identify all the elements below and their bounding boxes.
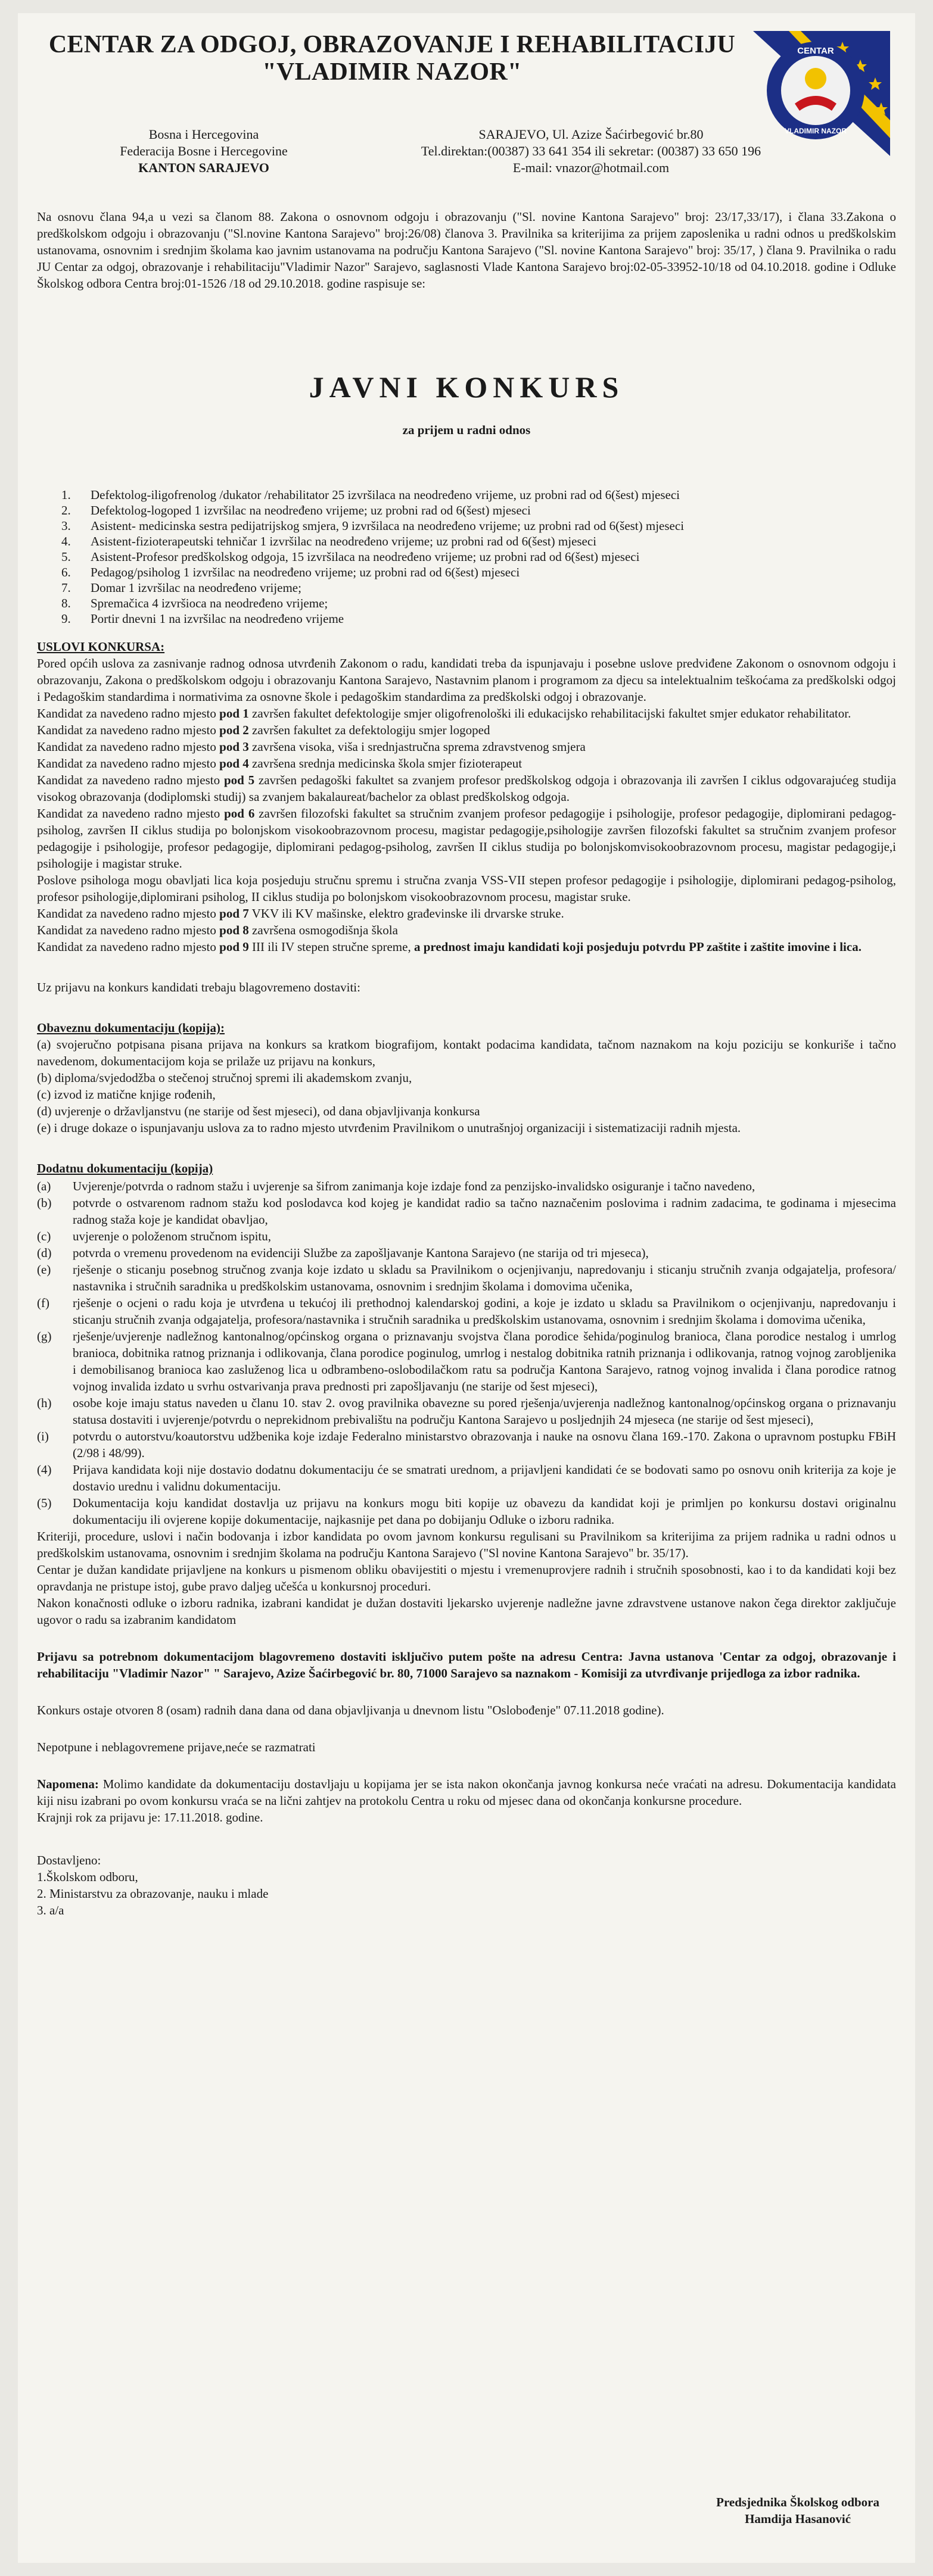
verification-paragraph: Centar je dužan kandidate prijavljene na konkurs u pismenom obliku obavijestiti o mjestu i vremenuprovjere radnih i stručnih sposobnosti, kao i to da kandidati koji bez opravdanja ne pristupe istoj, gube pravo daljeg učešća u konkursnoj proceduri. [37, 1563, 896, 1593]
positions-list [37, 487, 896, 626]
organization-subname: "VLADIMIR NAZOR" [262, 58, 522, 86]
note-paragraph: Napomena: Molimo kandidate da dokumentaciju dostavljaju u kopijama jer se ista nakon okončanja javnog konkursa neće vraćati na adresu. Dokumentacija kandidata kiji nisu izabrani po ovom konkursu vraća se na lični zahtjev na protokolu Centra u roku od mjesec dana od okončanja konkursne procedure. [37, 1777, 896, 1808]
intro-paragraph: Na osnovu člana 94,a u vezi sa članom 88. Zakona o osnovnom odgoju i obrazovanju ("Sl. novine Kantona Sarajevo" broj: 23/17,33/17), i člana 33.Zakona o predškolskom odgoju i obrazovanju ("Sl.novine Kantona Sarajevo" broj:26/08) članova 3. Pravilnika sa kriterijima za prijem zaposlenika u radni odnos u predškolskim ustanovama, osnovnim i srednjim školama kao javnim ustanovama na području Kantona Sarajevo ("Sl. novine Kantona Sarajevo" broj: 35/17, ) člana 9. Pravilnika o radu JU Centar za odgoj, obrazovanje i rehabilitaciju"Vladimir Nazor" Sarajevo, saglasnosti Vlade Kantona Sarajevo broj:02-05-33952-10/18 od 04.10.2018. godine i Odluke Školskog odbora Centra broj:01-1526 /18 od 29.10.2018. godine raspisuje se: [37, 210, 896, 291]
condition-9: Kandidat za navedeno radno mjesto pod 9 III ili IV stepen stručne spreme, a prednost imaju kandidati koji posjeduju potvrdu PP zaštite i zaštite imovine i lica. [37, 940, 862, 954]
additional-item: (g) rješenje/uvjerenje nadležnog kantonalnog/općinskog organa o priznavanju svojstva člana porodice šehida/poginulog branioca, člana porodice nestalog i umrlog branioca, dobitnika ratnog priznanja i odlikovanja, člana porodice poginulog, umrlog i nestalog dobitnika ratnih priznanja i odlikovanja, ratnog vojnog zarobljenika i demobilisanog branioca kao zasluženog lica u odbrambeno-oslobodilačkom ratu sa područja Kantona Sarajevo, ratnog vojnog invalida i člana porodice ratnog vojnog invalida izdato u svrhu ostvarivanja prava prednosti pri zapošljavanju (ne starije od šest mjeseci), [37, 1329, 896, 1393]
position-item: 2. Defektolog-logoped 1 izvršilac na neodređeno vrijeme; uz probni rad od 6(šest) mjeseci [74, 503, 896, 518]
mandatory-item: (c) izvod iz matične knjige rođenih, [37, 1087, 216, 1102]
final-deadline: Krajnji rok za prijavu je: 17.11.2018. godine. [37, 1810, 263, 1825]
additional-item: (f) rješenje o ocjeni o radu koja je utvrđena u tekućoj ili prethodnoj kalendarskoj godini, a koje je izdato u skladu sa Pravilnikom o ocjenjivanju, napredovanju i sticanju stručnih zvanja odgajatelja, profesora/nastavnika i stručnih saradnika u predškolskim ustanovama, osnovnim i srednjim školama i domovima učenika, [37, 1296, 896, 1327]
position-item: 3. Asistent- medicinska sestra pedijatrijskog smjera, 9 izvršilaca na neodređeno vrijeme; uz probni rad od 6(šest) mjeseci [74, 518, 896, 534]
deadline-open-paragraph: Konkurs ostaje otvoren 8 (osam) radnih dana dana od dana objavljivanja u dnevnom listu "Oslobođenje" 07.11.2018 godine). [37, 1703, 664, 1717]
additional-documents [37, 1160, 896, 1528]
additional-item: (b) potvrde o ostvarenom radnom stažu kod poslodavca kod kojeg je kandidat radio sa tačno naznačenim poslovima i radnim zadacima, te godinama i mjesecima radnog staža koje je kandidat obavljao, [37, 1196, 896, 1227]
additional-item: (5) Dokumentacija koju kandidat dostavlja uz prijavu na konkurs mogu biti kopije uz obavezu da kandidat koji je primljen po konkursu dostavi originalnu dokumentaciju ili ovjerene kopije dokumentacije, najkasnije pet dana po dobijanju Odluke o izboru radnika. [37, 1496, 896, 1527]
medical-certificate-paragraph: Nakon konačnosti odluke o izboru radnika, izabrani kandidat je dužan dostaviti ljekarsko uvjerenje nadležne javne zdravstvene ustanove nakon čega direktor zaključuje ugovor o radu sa izabranim kandidatom [37, 1596, 896, 1627]
conditions-heading: USLOVI KONKURSA: [37, 640, 165, 654]
delivered-item: 3. a/a [37, 1903, 64, 1917]
position-item: 4. Asistent-fizioterapeutski tehničar 1 izvršilac na neodređeno vrijeme; uz probni rad od 6(šest) mjeseci [74, 534, 896, 549]
additional-item: (e) rješenje o sticanju posebnog stručnog zvanja koje izdato u skladu sa Pravilnikom o ocjenjivanju, napredovanju i sticanju stručnih zvanja odgajatelja, profesora/ nastavnika i stručnih saradnika u predškolskim ustanovama, osnovnim i srednjim školama i domovima učenika, [37, 1262, 896, 1293]
additional-item: (d) potvrda o vremenu provedenom na evidenciji Službe za zapošljavanje Kantona Sarajevo (ne starija od tri mjeseca), [37, 1246, 649, 1260]
mandatory-item: (a) svojeručno potpisana pisana prijava na konkurs sa kratkom biografijom, kontakt podacima kandidata, tačnom naznakom na koju poziciju se konkuriše i tačno navedenom, dokumentacijom koja se prilaže uz prijavu na konkurs, [37, 1037, 896, 1068]
conditions-section [37, 638, 896, 955]
condition-1: Kandidat za navedeno radno mjesto pod 1 završen fakultet defektologije smjer oligofrenološki ili edukacijsko rehabilitacijski fakultet smjer edukator rehabilitator. [37, 706, 851, 721]
condition-7: Kandidat za navedeno radno mjesto pod 7 VKV ili KV mašinske, elektro građevinske ili drvarske struke. [37, 906, 564, 921]
contact-email: E-mail: vnazor@hotmail.com [512, 160, 670, 175]
position-item: 1. Defektolog-iligofrenolog /dukator /rehabilitator 25 izvršilaca na neodređeno vrijeme, uz probni rad od 6(šest) mjeseci [74, 487, 896, 503]
signature-block [716, 2494, 879, 2527]
position-item: 8. Spremačica 4 izvršioca na neodređeno vrijeme; [74, 595, 896, 611]
logo-bottom-text: VLADIMIR NAZOR [785, 127, 847, 135]
submission-instructions: Prijavu sa potrebnom dokumentacijom blagovremeno dostaviti isključivo putem pošte na adresu Centra: Javna ustanova 'Centar za odgoj, obrazovanje i rehabilitaciju "Vladimir Nazor" " Sarajevo, Azize Šaćirbegović br. 80, 71000 Sarajevo sa naznakom - Komisiji za utvrđivanje prijedloga za izbor radnika. [37, 1649, 896, 1680]
document-header [37, 13, 896, 175]
document-title: JAVNI KONKURS [309, 370, 624, 404]
jurisdiction-block [97, 126, 311, 176]
additional-item: (c) uvjerenje o položenom stručnom ispitu, [37, 1229, 272, 1243]
condition-psychologist: Poslove psihologa mogu obavljati lica koja posjeduju stručnu spremu i stručna zvanja VSS-VII stepen profesor pedagogije i psihologije, diplomirani pedagog-psiholog, profesor psihologije,diplomirani psiholog, II ciklus studija po bolonjskom visokoobrazovnom procesu, magistar sruke. [37, 873, 896, 904]
signature-name: Hamdija Hasanović [745, 2512, 851, 2526]
position-item: 6. Pedagog/psiholog 1 izvršilac na neodređeno vrijeme; uz probni rad od 6(šest) mjeseci [74, 565, 896, 580]
delivered-to [37, 1852, 896, 1919]
delivered-item: 2. Ministarstvu za obrazovanje, nauku i mlade [37, 1886, 269, 1901]
additional-item: (4) Prijava kandidata koji nije dostavio dodatnu dokumentaciju će se smatrati urednom, a prijavljeni kandidati će se bodovati samo po osnovu onih kriterija za koje je dostavio urednu i validnu dokumentaciju. [37, 1462, 896, 1493]
delivered-heading: Dostavljeno: [37, 1853, 101, 1867]
incomplete-notice: Nepotpune i neblagovremene prijave,neće se razmatrati [37, 1740, 316, 1754]
organization-title [37, 31, 747, 86]
criteria-paragraph: Kriteriji, procedure, uslovi i način bodovanja i izbor kandidata po ovom javnom konkursu regulisani su Pravilnikom sa kriterijima za prijem radnika u radni odnos u predškolskim ustanovama, osnovnim i srednjim školama na području Kantona Sarajevo ("Sl novine Kantona Sarajevo" br. 35/17). [37, 1529, 896, 1560]
position-item: 7. Domar 1 izvršilac na neodređeno vrijeme; [74, 580, 896, 595]
logo-inner [781, 56, 850, 125]
logo-top-text: CENTAR [797, 46, 834, 56]
jurisdiction-canton: KANTON SARAJEVO [138, 160, 269, 175]
position-item: 5. Asistent-Profesor predškolskog odgoja, 15 izvršilaca na neodređeno vrijeme; uz probni rad od 6(šest) mjeseci [74, 549, 896, 565]
mandatory-item: (b) diploma/svjedodžba o stečenoj stručnoj spremi ili akademskom zvanju, [37, 1071, 412, 1085]
jurisdiction-country: Bosna i Hercegovina [148, 127, 259, 142]
jurisdiction-federation: Federacija Bosne i Hercegovine [120, 144, 288, 158]
contact-block [394, 126, 788, 176]
additional-item: (i) potvrdu o autorstvu/koautorstvu udžbenika koje izdaje Federalno ministarstvo obrazovanja i nauke na osnovu člana 169.-170. Zakona o upravnom postupku FBiH (2/98 i 48/99). [37, 1429, 896, 1460]
mandatory-documents [37, 1019, 896, 1136]
delivered-item: 1.Školskom odboru, [37, 1870, 138, 1884]
note-label: Napomena: [37, 1777, 99, 1791]
condition-3: Kandidat za navedeno radno mjesto pod 3 završena visoka, viša i srednjastručna sprema zdravstvenog smjera [37, 740, 586, 754]
position-item: 9. Portir dnevni 1 na izvršilac na neodređeno vrijeme [74, 611, 896, 626]
documents-intro: Uz prijavu na konkurs kandidati trebaju blagovremeno dostaviti: [37, 980, 360, 994]
organization-name: CENTAR ZA ODGOJ, OBRAZOVANJE I REHABILITACIJU [48, 31, 736, 58]
document-body [37, 208, 896, 1919]
contact-phone: Tel.direktan:(00387) 33 641 354 ili sekretar: (00387) 33 650 196 [421, 144, 761, 158]
conditions-general: Pored općih uslova za zasnivanje radnog odnosa utvrđenih Zakonom o radu, kandidati treba da ispunjavaju i posebne uslove predviđene Zakonom o osnovnom odgoju i obrazovanju, Zakona o predškolskom odgoju i obrazovanju Kantona Sarajevo, Nastavnim planom i programom za djecu sa intelektualnim teškoćama za predškolski odgoj i Pedagoškim standardima i normativima za osnovne škole i pedagoškim standardima za predškolski odgoj i obrazovanje. [37, 656, 896, 704]
mandatory-item: (d) uvjerenje o državljanstvu (ne starije od šest mjeseci), od dana objavljivanja konkursa [37, 1104, 480, 1118]
document-subtitle: za prijem u radni odnos [402, 423, 531, 437]
logo-sun [805, 68, 826, 89]
condition-8: Kandidat za navedeno radno mjesto pod 8 završena osmogodišnja škola [37, 923, 398, 937]
condition-5: Kandidat za navedeno radno mjesto pod 5 završen pedagoški fakultet sa zvanjem profesor predškolskog odgoja i obrazovanja ili završen I ciklus odgovarajućeg studija visokog obrazovanja (dodiplomski studij) sa zvanjem bakalaureat/bachelor za oblast predškolskog odgoja. [37, 773, 897, 804]
condition-4: Kandidat za navedeno radno mjesto pod 4 završena srednja medicinska škola smjer fizioterapeut [37, 756, 523, 771]
newspaper-page [18, 13, 915, 2563]
contact-address: SARAJEVO, Ul. Azize Šaćirbegović br.80 [478, 127, 704, 142]
signature-title: Predsjednika Školskog odbora [716, 2495, 879, 2509]
condition-6: Kandidat za navedeno radno mjesto pod 6 završen filozofski fakultet sa stručnim zvanjem profesor pedagogije i psihologije, profesor pedagogije, diplomirani pedagog-psiholog, završen II ciklus studija po bolonjskom visokoobrazovnom procesu, magistar pedagogije,psihologije završen filozofski fakultet sa stručnim zvanjem profesor pedagogije i psihologije, profesor pedagogije, diplomirani pedagog-psiholog, završen II ciklus studija po bolonjskomvisokoobrazovnom procesu, magistar pedagogije,i psihologije i magistar struke. [37, 806, 897, 871]
additional-item: (a) Uvjerenje/potvrda o radnom stažu i uvjerenje sa šifrom zanimanja koje izdaje fond za penzijsko-invalidsko osiguranje i tačno navedeno, [37, 1179, 755, 1193]
additional-item: (h) osobe koje imaju status naveden u članu 10. stav 2. ovog pravilnika obavezne su pored rješenja/uvjerenja nadležnog kantonalnog/općinskog organa o priznavanju statusa dostaviti i uvjerenje/potvrdu o neprekidnom prebivalištu na području Kantona Sarajevo u posljednjih 24 mjeseca (ne starije od šest mjeseci), [37, 1396, 896, 1427]
mandatory-item: (e) i druge dokaze o ispunjavanju uslova za to radno mjesto utvrđenim Pravilnikom o unutrašnjoj organizaciji i sistematizaciji radnih mjesta. [37, 1121, 741, 1135]
additional-heading: Dodatnu dokumentaciju (kopija) [37, 1161, 213, 1175]
additional-list [37, 1178, 896, 1528]
mandatory-heading: Obaveznu dokumentaciju (kopija): [37, 1021, 225, 1035]
condition-2: Kandidat za navedeno radno mjesto pod 2 završen fakultet za defektologiju smjer logoped [37, 723, 490, 737]
